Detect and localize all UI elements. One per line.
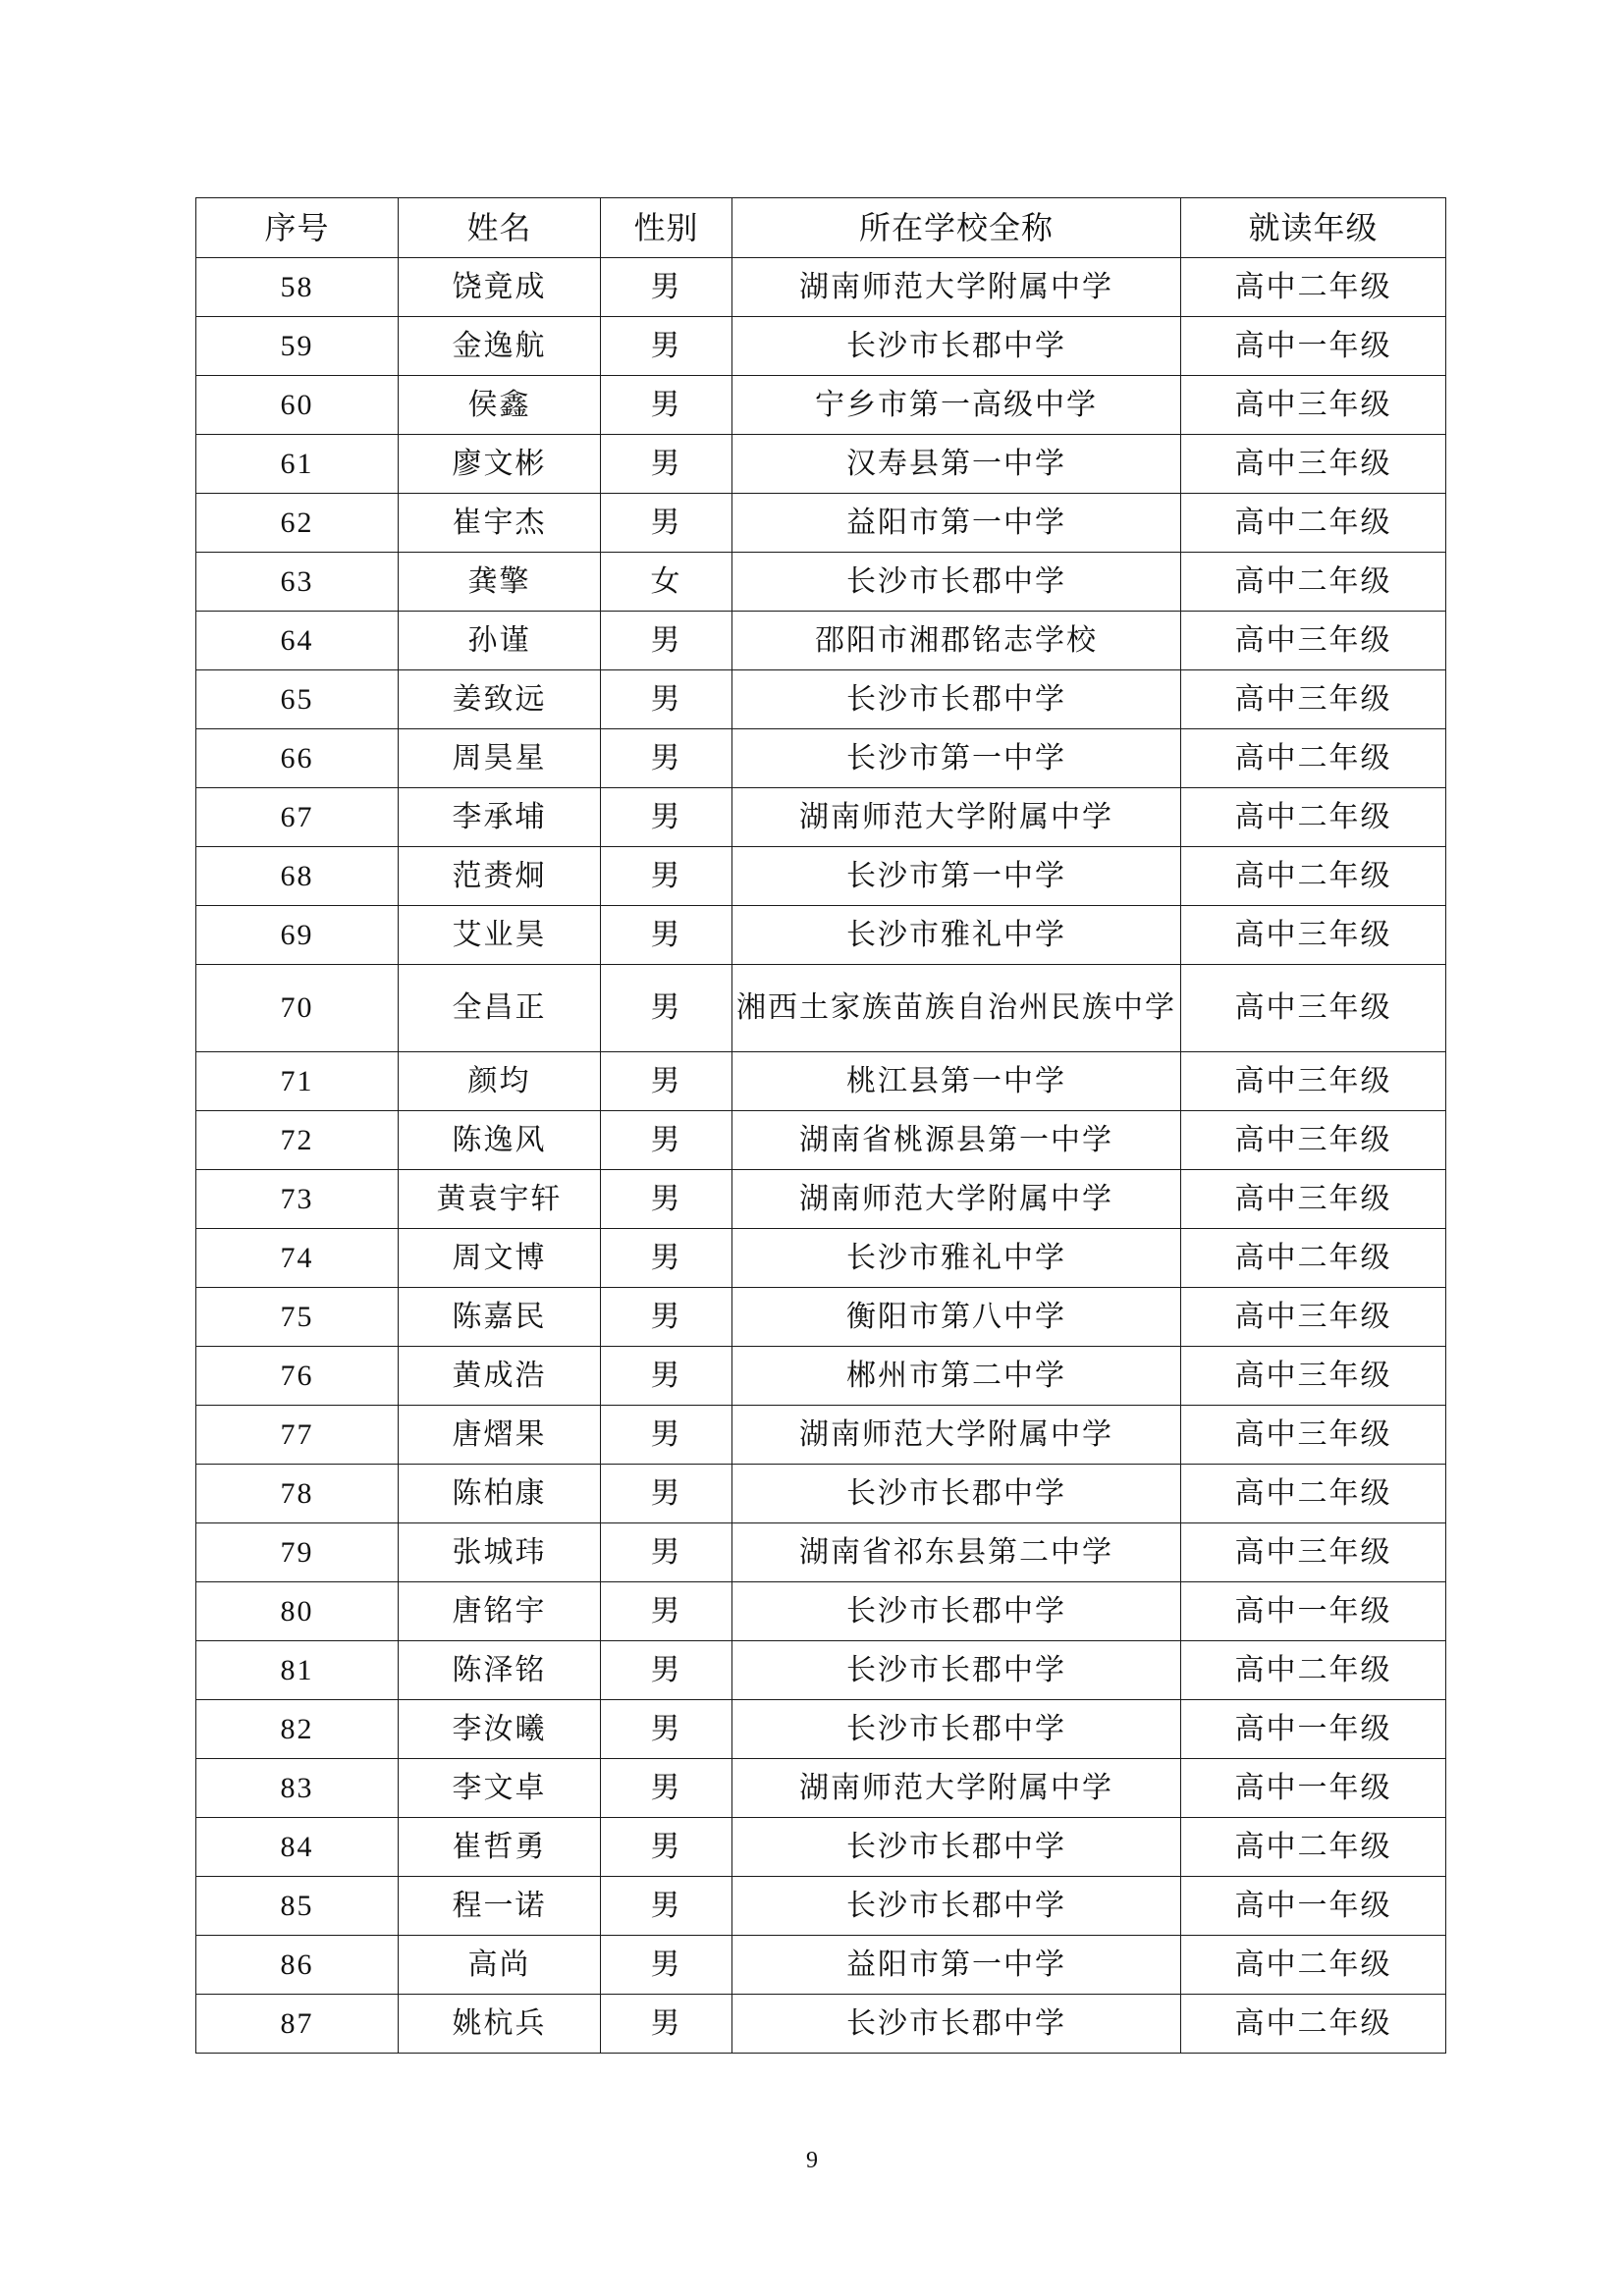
cell-grade: 高中三年级 — [1181, 376, 1446, 435]
table-row — [196, 965, 1446, 1052]
cell-index: 80 — [196, 1582, 399, 1641]
cell-school: 湖南省桃源县第一中学 — [732, 1111, 1181, 1170]
cell-index: 60 — [196, 376, 399, 435]
cell-grade: 高中二年级 — [1181, 847, 1446, 906]
cell-school: 湖南师范大学附属中学 — [732, 258, 1181, 317]
table-row — [196, 1582, 1446, 1641]
cell-school: 长沙市第一中学 — [732, 729, 1181, 788]
table-row — [196, 553, 1446, 612]
table-row — [196, 1995, 1446, 2054]
cell-name: 全昌正 — [399, 965, 601, 1052]
cell-school: 长沙市长郡中学 — [732, 1818, 1181, 1877]
cell-school: 长沙市第一中学 — [732, 847, 1181, 906]
cell-index: 67 — [196, 788, 399, 847]
cell-index: 83 — [196, 1759, 399, 1818]
cell-name: 陈嘉民 — [399, 1288, 601, 1347]
cell-school: 长沙市长郡中学 — [732, 553, 1181, 612]
cell-name: 廖文彬 — [399, 435, 601, 494]
cell-grade: 高中一年级 — [1181, 317, 1446, 376]
cell-gender: 男 — [601, 1170, 732, 1229]
cell-name: 李文卓 — [399, 1759, 601, 1818]
cell-grade: 高中二年级 — [1181, 1641, 1446, 1700]
cell-index: 59 — [196, 317, 399, 376]
cell-name: 姜致远 — [399, 670, 601, 729]
table-row — [196, 1229, 1446, 1288]
table-row — [196, 729, 1446, 788]
cell-grade: 高中二年级 — [1181, 258, 1446, 317]
cell-gender: 男 — [601, 1759, 732, 1818]
table-row — [196, 1465, 1446, 1523]
table-row — [196, 1759, 1446, 1818]
cell-school: 邵阳市湘郡铭志学校 — [732, 612, 1181, 670]
cell-grade: 高中二年级 — [1181, 1995, 1446, 2054]
cell-grade: 高中二年级 — [1181, 788, 1446, 847]
cell-school: 湖南师范大学附属中学 — [732, 1170, 1181, 1229]
cell-index: 66 — [196, 729, 399, 788]
cell-gender: 男 — [601, 494, 732, 553]
cell-name: 高尚 — [399, 1936, 601, 1995]
header-index: 序号 — [196, 198, 399, 258]
table-row — [196, 1052, 1446, 1111]
cell-gender: 男 — [601, 376, 732, 435]
cell-index: 62 — [196, 494, 399, 553]
cell-grade: 高中三年级 — [1181, 906, 1446, 965]
cell-index: 78 — [196, 1465, 399, 1523]
cell-index: 76 — [196, 1347, 399, 1406]
cell-grade: 高中三年级 — [1181, 1523, 1446, 1582]
cell-index: 65 — [196, 670, 399, 729]
cell-name: 李汝曦 — [399, 1700, 601, 1759]
cell-name: 陈柏康 — [399, 1465, 601, 1523]
cell-gender: 男 — [601, 965, 732, 1052]
cell-gender: 男 — [601, 729, 732, 788]
cell-index: 81 — [196, 1641, 399, 1700]
cell-name: 陈泽铭 — [399, 1641, 601, 1700]
table-row — [196, 1111, 1446, 1170]
cell-school: 长沙市雅礼中学 — [732, 1229, 1181, 1288]
header-name: 姓名 — [399, 198, 601, 258]
cell-name: 侯鑫 — [399, 376, 601, 435]
cell-gender: 男 — [601, 1582, 732, 1641]
cell-name: 金逸航 — [399, 317, 601, 376]
cell-name: 艾业昊 — [399, 906, 601, 965]
table-row — [196, 1406, 1446, 1465]
table-row — [196, 494, 1446, 553]
cell-school: 长沙市长郡中学 — [732, 1641, 1181, 1700]
cell-grade: 高中三年级 — [1181, 965, 1446, 1052]
table-row — [196, 1641, 1446, 1700]
cell-grade: 高中三年级 — [1181, 612, 1446, 670]
cell-index: 70 — [196, 965, 399, 1052]
cell-index: 84 — [196, 1818, 399, 1877]
cell-index: 85 — [196, 1877, 399, 1936]
cell-grade: 高中一年级 — [1181, 1700, 1446, 1759]
table-row — [196, 1523, 1446, 1582]
cell-index: 75 — [196, 1288, 399, 1347]
cell-school: 湖南师范大学附属中学 — [732, 1406, 1181, 1465]
cell-gender: 男 — [601, 670, 732, 729]
cell-index: 61 — [196, 435, 399, 494]
cell-school: 长沙市长郡中学 — [732, 670, 1181, 729]
cell-name: 周昊星 — [399, 729, 601, 788]
cell-name: 龚擎 — [399, 553, 601, 612]
cell-index: 82 — [196, 1700, 399, 1759]
cell-gender: 男 — [601, 1523, 732, 1582]
cell-grade: 高中二年级 — [1181, 1229, 1446, 1288]
cell-index: 64 — [196, 612, 399, 670]
cell-name: 孙谨 — [399, 612, 601, 670]
table-row — [196, 788, 1446, 847]
cell-name: 姚杭兵 — [399, 1995, 601, 2054]
cell-gender: 男 — [601, 1465, 732, 1523]
cell-gender: 男 — [601, 1641, 732, 1700]
cell-school: 湖南师范大学附属中学 — [732, 1759, 1181, 1818]
cell-grade: 高中一年级 — [1181, 1759, 1446, 1818]
cell-grade: 高中三年级 — [1181, 1111, 1446, 1170]
cell-grade: 高中三年级 — [1181, 1347, 1446, 1406]
cell-gender: 男 — [601, 258, 732, 317]
cell-school: 湘西土家族苗族自治州民族中学 — [732, 965, 1181, 1052]
cell-name: 周文博 — [399, 1229, 601, 1288]
cell-name: 范赉炯 — [399, 847, 601, 906]
header-grade: 就读年级 — [1181, 198, 1446, 258]
cell-school: 长沙市长郡中学 — [732, 317, 1181, 376]
cell-school: 长沙市长郡中学 — [732, 1995, 1181, 2054]
table-row — [196, 258, 1446, 317]
cell-grade: 高中三年级 — [1181, 670, 1446, 729]
table-row — [196, 317, 1446, 376]
cell-school: 郴州市第二中学 — [732, 1347, 1181, 1406]
cell-index: 58 — [196, 258, 399, 317]
cell-gender: 男 — [601, 317, 732, 376]
cell-gender: 男 — [601, 1700, 732, 1759]
cell-gender: 男 — [601, 1406, 732, 1465]
table-row — [196, 1170, 1446, 1229]
table-row — [196, 670, 1446, 729]
cell-gender: 男 — [601, 847, 732, 906]
table-row — [196, 1347, 1446, 1406]
cell-gender: 男 — [601, 1936, 732, 1995]
cell-school: 益阳市第一中学 — [732, 494, 1181, 553]
cell-name: 崔哲勇 — [399, 1818, 601, 1877]
header-gender: 性别 — [601, 198, 732, 258]
cell-grade: 高中三年级 — [1181, 1406, 1446, 1465]
cell-index: 74 — [196, 1229, 399, 1288]
cell-name: 唐熠果 — [399, 1406, 601, 1465]
cell-school: 长沙市长郡中学 — [732, 1465, 1181, 1523]
cell-grade: 高中三年级 — [1181, 435, 1446, 494]
cell-grade: 高中二年级 — [1181, 729, 1446, 788]
cell-school: 湖南省祁东县第二中学 — [732, 1523, 1181, 1582]
cell-gender: 男 — [601, 1995, 732, 2054]
cell-index: 73 — [196, 1170, 399, 1229]
table-row — [196, 1877, 1446, 1936]
cell-grade: 高中二年级 — [1181, 1936, 1446, 1995]
cell-school: 湖南师范大学附属中学 — [732, 788, 1181, 847]
table-row — [196, 1936, 1446, 1995]
cell-index: 63 — [196, 553, 399, 612]
cell-gender: 男 — [601, 1818, 732, 1877]
table-row — [196, 1288, 1446, 1347]
cell-gender: 男 — [601, 1111, 732, 1170]
table-row — [196, 376, 1446, 435]
page-number: 9 — [806, 2148, 818, 2173]
cell-name: 颜均 — [399, 1052, 601, 1111]
cell-name: 张城玮 — [399, 1523, 601, 1582]
cell-gender: 男 — [601, 1052, 732, 1111]
cell-grade: 高中二年级 — [1181, 494, 1446, 553]
table-body — [196, 258, 1446, 2054]
cell-gender: 女 — [601, 553, 732, 612]
cell-gender: 男 — [601, 612, 732, 670]
cell-name: 程一诺 — [399, 1877, 601, 1936]
table-row — [196, 435, 1446, 494]
student-roster-table — [195, 197, 1446, 2054]
cell-index: 69 — [196, 906, 399, 965]
cell-name: 李承埔 — [399, 788, 601, 847]
header-school: 所在学校全称 — [732, 198, 1181, 258]
table-header-row — [196, 198, 1446, 258]
cell-grade: 高中一年级 — [1181, 1877, 1446, 1936]
cell-school: 桃江县第一中学 — [732, 1052, 1181, 1111]
cell-gender: 男 — [601, 435, 732, 494]
table-row — [196, 1700, 1446, 1759]
cell-grade: 高中三年级 — [1181, 1170, 1446, 1229]
table-row — [196, 1818, 1446, 1877]
cell-gender: 男 — [601, 788, 732, 847]
cell-gender: 男 — [601, 1877, 732, 1936]
cell-index: 77 — [196, 1406, 399, 1465]
cell-school: 长沙市长郡中学 — [732, 1700, 1181, 1759]
cell-grade: 高中三年级 — [1181, 1288, 1446, 1347]
cell-name: 陈逸风 — [399, 1111, 601, 1170]
cell-school: 汉寿县第一中学 — [732, 435, 1181, 494]
cell-grade: 高中二年级 — [1181, 553, 1446, 612]
cell-name: 饶竟成 — [399, 258, 601, 317]
cell-index: 87 — [196, 1995, 399, 2054]
cell-gender: 男 — [601, 1288, 732, 1347]
cell-grade: 高中三年级 — [1181, 1052, 1446, 1111]
table-row — [196, 847, 1446, 906]
cell-index: 86 — [196, 1936, 399, 1995]
cell-name: 崔宇杰 — [399, 494, 601, 553]
cell-index: 72 — [196, 1111, 399, 1170]
cell-grade: 高中二年级 — [1181, 1465, 1446, 1523]
table-row — [196, 612, 1446, 670]
cell-name: 黄袁宇轩 — [399, 1170, 601, 1229]
cell-name: 唐铭宇 — [399, 1582, 601, 1641]
cell-school: 益阳市第一中学 — [732, 1936, 1181, 1995]
cell-gender: 男 — [601, 1229, 732, 1288]
cell-index: 68 — [196, 847, 399, 906]
cell-index: 71 — [196, 1052, 399, 1111]
table-row — [196, 906, 1446, 965]
cell-name: 黄成浩 — [399, 1347, 601, 1406]
cell-school: 长沙市长郡中学 — [732, 1582, 1181, 1641]
cell-index: 79 — [196, 1523, 399, 1582]
cell-school: 长沙市长郡中学 — [732, 1877, 1181, 1936]
cell-school: 宁乡市第一高级中学 — [732, 376, 1181, 435]
cell-grade: 高中二年级 — [1181, 1818, 1446, 1877]
cell-school: 长沙市雅礼中学 — [732, 906, 1181, 965]
cell-school: 衡阳市第八中学 — [732, 1288, 1181, 1347]
cell-gender: 男 — [601, 1347, 732, 1406]
cell-gender: 男 — [601, 906, 732, 965]
cell-grade: 高中一年级 — [1181, 1582, 1446, 1641]
